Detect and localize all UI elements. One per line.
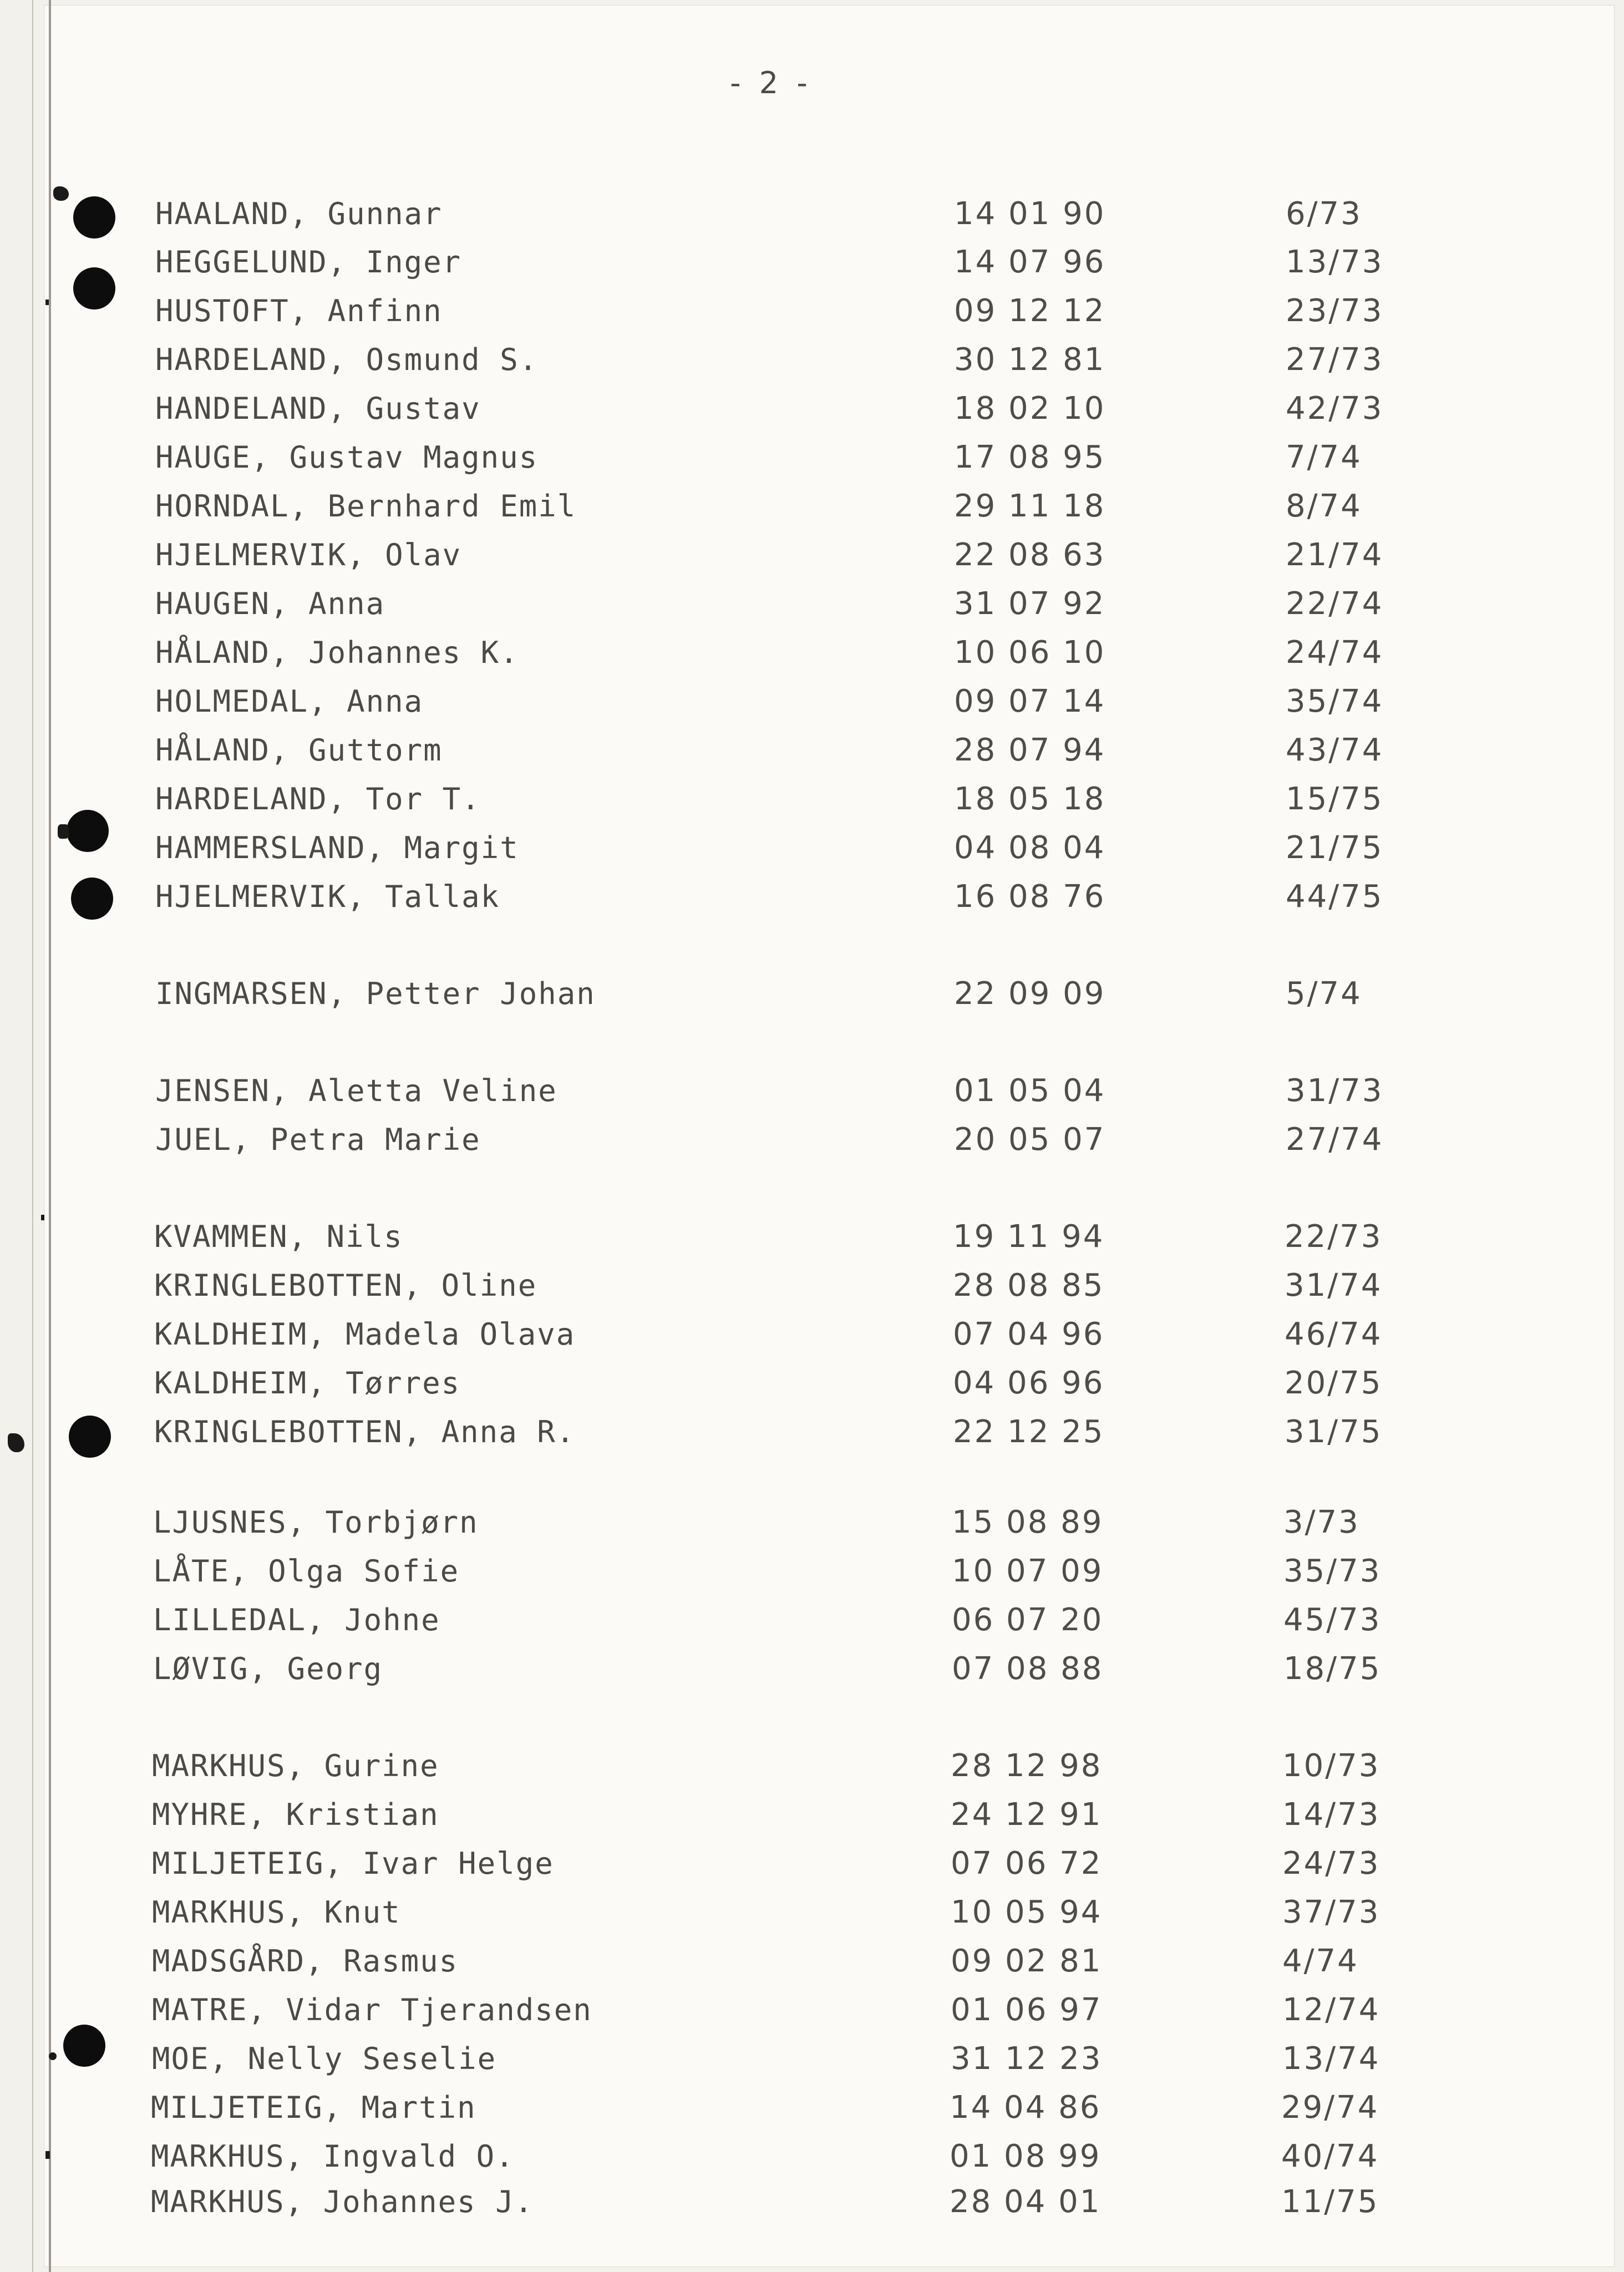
punch-hole-icon (73, 267, 115, 310)
entry-reference: 29/74 (1281, 2090, 1379, 2126)
ink-mark (45, 2151, 50, 2159)
register-entry (0, 2037, 1621, 2081)
punch-hole-icon (71, 878, 113, 920)
entry-birth-date: 10 05 94 (951, 1894, 1103, 1930)
entry-reference: 22/73 (1285, 1219, 1383, 1255)
entry-birth-date: 28 04 01 (950, 2184, 1102, 2220)
entry-birth-date: 30 12 81 (954, 342, 1106, 378)
ink-mark (53, 186, 69, 201)
register-entry (0, 435, 1624, 480)
entry-name: HEGGELUND, Inger (155, 245, 462, 280)
register-entry (0, 1793, 1621, 1837)
entry-name: MARKHUS, Gurine (152, 1748, 439, 1783)
entry-birth-date: 14 01 90 (954, 196, 1106, 232)
entry-name: MARKHUS, Johannes J. (151, 2184, 534, 2219)
register-entry (0, 1890, 1621, 1935)
entry-reference: 10/73 (1282, 1748, 1381, 1784)
entry-reference: 21/75 (1286, 830, 1384, 866)
register-entry (0, 1118, 1624, 1162)
entry-birth-date: 28 08 85 (953, 1267, 1105, 1304)
entry-reference: 20/75 (1285, 1365, 1383, 1401)
register-entry (0, 2086, 1620, 2130)
entry-reference: 42/73 (1286, 390, 1384, 427)
entry-reference: 12/74 (1282, 1992, 1381, 2028)
register-entry (0, 1361, 1623, 1406)
entry-birth-date: 31 12 23 (951, 2041, 1103, 2077)
register-entry (0, 1744, 1621, 1788)
register-entry (0, 631, 1624, 675)
entry-birth-date: 28 12 98 (951, 1748, 1103, 1784)
register-entry (0, 1598, 1622, 1642)
entry-name: MADSGÅRD, Rasmus (152, 1944, 459, 1979)
register-entry (0, 533, 1624, 577)
register-entry (0, 1842, 1621, 1886)
register-entry (0, 972, 1624, 1016)
entry-reference: 27/73 (1286, 342, 1384, 378)
register-entry (0, 728, 1624, 773)
entry-reference: 3/73 (1283, 1504, 1360, 1540)
entry-reference: 13/73 (1286, 244, 1384, 280)
entry-birth-date: 01 05 04 (954, 1073, 1106, 1109)
entry-reference: 31/74 (1285, 1267, 1383, 1304)
entry-name: HAUGEN, Anna (155, 586, 385, 621)
entry-reference: 35/74 (1286, 683, 1384, 719)
entry-name: HAALAND, Gunnar (155, 196, 443, 231)
entry-reference: 37/73 (1282, 1894, 1381, 1930)
entry-birth-date: 07 04 96 (953, 1316, 1105, 1352)
entry-birth-date: 22 09 09 (954, 976, 1106, 1012)
register-entry (0, 289, 1624, 333)
entry-birth-date: 01 06 97 (951, 1992, 1103, 2028)
entry-reference: 46/74 (1285, 1316, 1383, 1352)
entry-reference: 7/74 (1286, 439, 1362, 475)
entry-name: JUEL, Petra Marie (155, 1122, 481, 1157)
entry-name: INGMARSEN, Petter Johan (155, 976, 596, 1011)
register-entry (0, 240, 1624, 285)
entry-name: HOLMEDAL, Anna (155, 684, 424, 719)
entry-reference: 24/74 (1286, 635, 1384, 671)
entry-name: MARKHUS, Knut (152, 1895, 401, 1930)
ink-mark (58, 824, 69, 839)
entry-birth-date: 28 07 94 (954, 732, 1106, 768)
entry-reference: 13/74 (1282, 2041, 1381, 2077)
entry-reference: 11/75 (1281, 2184, 1379, 2220)
entry-name: HÅLAND, Guttorm (155, 733, 443, 768)
register-entry (0, 875, 1624, 919)
entry-name: LÅTE, Olga Sofie (153, 1554, 460, 1589)
entry-reference: 18/75 (1283, 1651, 1382, 1687)
register-entry (0, 1549, 1622, 1594)
entry-birth-date: 18 05 18 (954, 781, 1106, 817)
register-entry (0, 1312, 1623, 1357)
register-entry (0, 582, 1624, 626)
entry-reference: 8/74 (1286, 488, 1362, 524)
entry-name: JENSEN, Aletta Veline (155, 1073, 557, 1108)
entry-name: KALDHEIM, Madela Olava (154, 1317, 576, 1352)
entry-birth-date: 04 08 04 (954, 830, 1106, 866)
ink-mark (45, 300, 49, 305)
entry-name: HJELMERVIK, Tallak (155, 879, 500, 914)
entry-birth-date: 04 06 96 (953, 1365, 1105, 1401)
register-entry (0, 2180, 1620, 2224)
entry-birth-date: 20 05 07 (954, 1122, 1106, 1158)
entry-name: MILJETEIG, Martin (151, 2090, 476, 2125)
entry-reference: 31/75 (1285, 1414, 1383, 1450)
entry-reference: 15/75 (1286, 781, 1384, 817)
entry-birth-date: 22 12 25 (953, 1414, 1105, 1450)
entry-reference: 27/74 (1286, 1122, 1384, 1158)
entry-birth-date: 22 08 63 (954, 537, 1106, 573)
punch-hole-icon (73, 196, 115, 239)
entry-name: HANDELAND, Gustav (155, 391, 481, 426)
entry-birth-date: 31 07 92 (954, 586, 1106, 622)
entry-birth-date: 16 08 76 (954, 879, 1106, 915)
entry-name: HAUGE, Gustav Magnus (155, 440, 539, 475)
register-entry (0, 2134, 1620, 2179)
register-entry (0, 1264, 1623, 1308)
punch-hole-icon (63, 2025, 105, 2067)
entry-reference: 14/73 (1282, 1797, 1381, 1833)
entry-birth-date: 19 11 94 (953, 1219, 1105, 1255)
entry-name: KVAMMEN, Nils (154, 1219, 403, 1254)
entry-birth-date: 24 12 91 (951, 1797, 1103, 1833)
entry-name: MILJETEIG, Ivar Helge (152, 1846, 554, 1881)
register-entry (0, 1647, 1622, 1691)
register-entry (0, 1939, 1621, 1984)
entry-birth-date: 15 08 89 (952, 1504, 1104, 1540)
entry-birth-date: 01 08 99 (950, 2138, 1102, 2174)
entry-birth-date: 07 08 88 (952, 1651, 1104, 1687)
page-number: - 2 - (730, 65, 812, 100)
register-entry (0, 192, 1624, 236)
entry-name: MARKHUS, Ingvald O. (151, 2139, 515, 2174)
entry-name: LØVIG, Georg (153, 1651, 383, 1686)
entry-birth-date: 17 08 95 (954, 439, 1106, 475)
entry-name: LILLEDAL, Johne (153, 1602, 440, 1637)
entry-name: HORNDAL, Bernhard Emil (155, 489, 577, 524)
entry-reference: 35/73 (1283, 1553, 1382, 1589)
register-entry (0, 777, 1624, 821)
entry-birth-date: 09 07 14 (954, 683, 1106, 719)
entry-reference: 6/73 (1286, 196, 1362, 232)
ink-mark (41, 1215, 44, 1220)
register-entry (0, 1069, 1624, 1113)
punch-hole-icon (67, 810, 109, 852)
entry-reference: 24/73 (1282, 1845, 1381, 1882)
entry-birth-date: 07 06 72 (951, 1845, 1103, 1882)
entry-name: KRINGLEBOTTEN, Anna R. (154, 1414, 576, 1449)
punch-hole-icon (69, 1416, 111, 1458)
entry-name: HARDELAND, Tor T. (155, 782, 481, 816)
entry-birth-date: 09 12 12 (954, 293, 1106, 329)
entry-name: HARDELAND, Osmund S. (155, 342, 539, 377)
entry-reference: 43/74 (1286, 732, 1384, 768)
entry-name: KALDHEIM, Tørres (154, 1366, 461, 1401)
entry-birth-date: 10 06 10 (954, 635, 1106, 671)
entry-birth-date: 14 07 96 (954, 244, 1106, 280)
register-entry (0, 826, 1624, 870)
ink-mark (49, 2052, 57, 2060)
register-entry (0, 1500, 1622, 1545)
entry-birth-date: 14 04 86 (950, 2090, 1102, 2126)
entry-name: HJELMERVIK, Olav (155, 537, 462, 572)
entry-reference: 44/75 (1286, 879, 1384, 915)
entry-birth-date: 06 07 20 (952, 1602, 1104, 1638)
entry-name: KRINGLEBOTTEN, Oline (154, 1268, 537, 1303)
register-entry (0, 484, 1624, 529)
entry-name: MYHRE, Kristian (152, 1797, 439, 1832)
entry-reference: 31/73 (1286, 1073, 1384, 1109)
entry-name: LJUSNES, Torbjørn (153, 1505, 479, 1540)
entry-birth-date: 29 11 18 (954, 488, 1106, 524)
register-entry (0, 1988, 1621, 2032)
register-entry (0, 387, 1624, 431)
entry-name: MATRE, Vidar Tjerandsen (152, 1992, 592, 2027)
entry-birth-date: 18 02 10 (954, 390, 1106, 427)
entry-reference: 40/74 (1281, 2138, 1379, 2174)
entry-reference: 22/74 (1286, 586, 1384, 622)
entry-name: HÅLAND, Johannes K. (155, 635, 519, 670)
entry-reference: 45/73 (1283, 1602, 1382, 1638)
entry-reference: 4/74 (1282, 1943, 1359, 1979)
entry-birth-date: 09 02 81 (951, 1943, 1103, 1979)
entry-name: HUSTOFT, Anfinn (155, 293, 443, 328)
register-entry (0, 1410, 1623, 1454)
register-entry (0, 679, 1624, 724)
entry-reference: 23/73 (1286, 293, 1384, 329)
entry-birth-date: 10 07 09 (952, 1553, 1104, 1589)
register-entry (0, 338, 1624, 382)
register-entry (0, 1215, 1623, 1259)
entry-reference: 21/74 (1286, 537, 1384, 573)
entry-name: HAMMERSLAND, Margit (155, 830, 519, 865)
entry-name: MOE, Nelly Seselie (152, 2041, 497, 2076)
entry-reference: 5/74 (1286, 976, 1362, 1012)
